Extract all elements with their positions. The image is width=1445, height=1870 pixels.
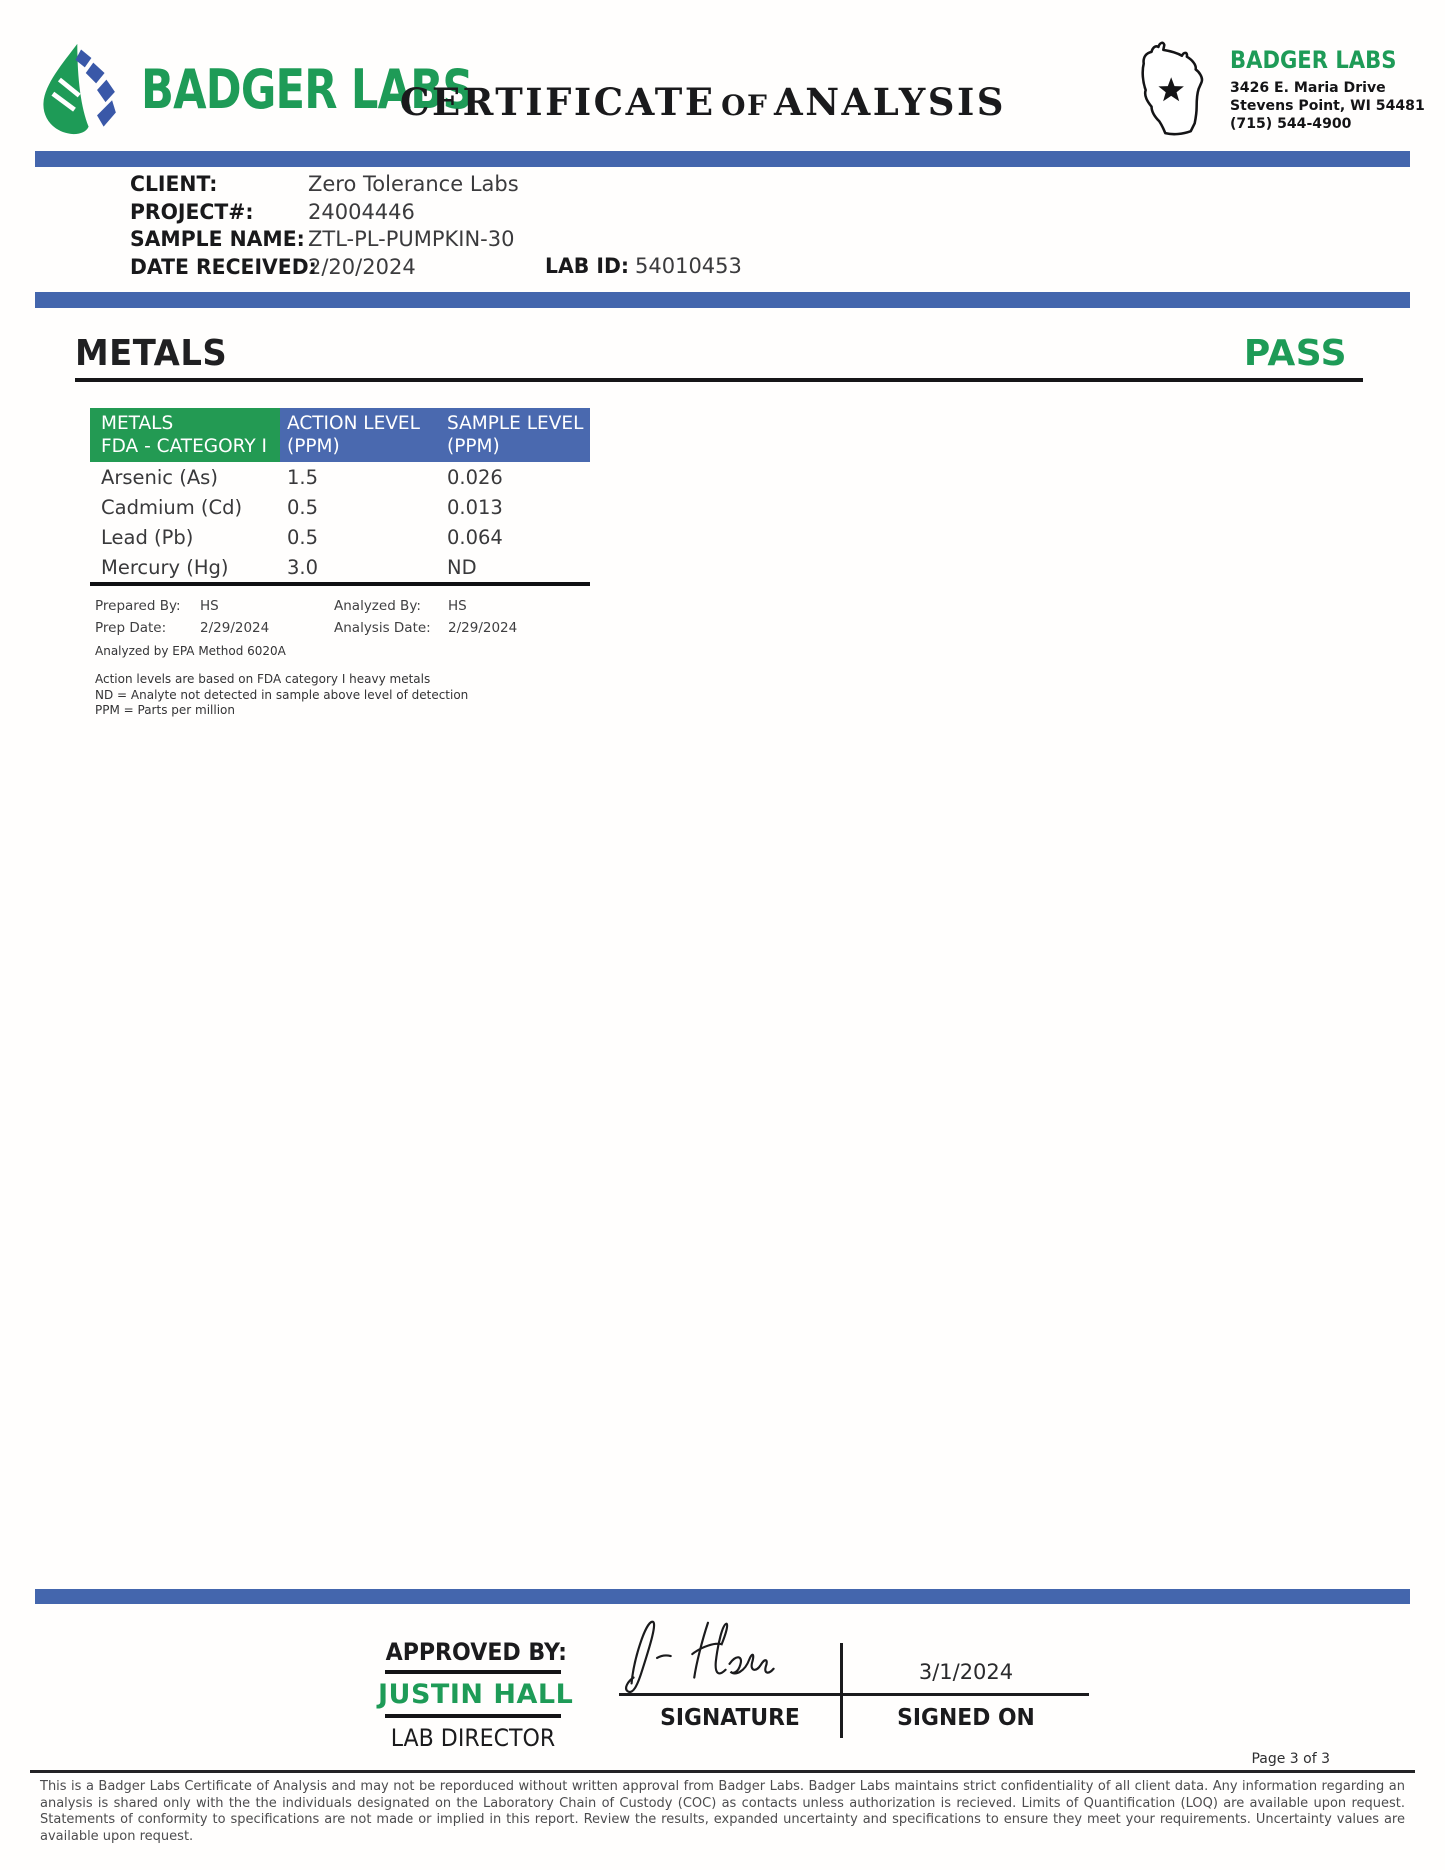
dates-row [95, 620, 695, 642]
lab-address-line1: 3426 E. Maria Drive [1230, 80, 1386, 96]
client-value: Zero Tolerance Labs [308, 172, 519, 196]
table-row-arsenic [90, 462, 590, 492]
title-part1: CERTIFICATE [400, 80, 716, 124]
sample-level-value: 0.026 [447, 465, 503, 489]
client-label: CLIENT: [130, 172, 218, 196]
footer-rule [30, 1770, 1415, 1773]
divider-bar-top [35, 151, 1410, 167]
project-label: PROJECT#: [130, 199, 254, 224]
approver-title: LAB DIRECTOR [390, 1724, 556, 1752]
action-level-value: 0.5 [287, 525, 319, 549]
lab-name: BADGER LABS [1230, 46, 1397, 74]
sample-name-row [130, 227, 519, 255]
action-level-value: 3.0 [287, 555, 319, 579]
header-sample-level: SAMPLE LEVEL (PPM) [447, 408, 590, 462]
pass-status-badge: PASS [1243, 333, 1347, 374]
prep-date-value: 2/29/2024 [200, 620, 270, 636]
date-received-label: DATE RECEIVED: [130, 254, 317, 279]
document-title [400, 80, 1007, 124]
footnote-action-levels: Action levels are based on FDA category I heavy metals [95, 672, 431, 686]
title-of: OF [721, 89, 769, 122]
sample-info-block [130, 172, 742, 282]
prepared-analyzed-row [95, 598, 695, 620]
signed-on-label: SIGNED ON [897, 1705, 1035, 1731]
prep-date-label: Prep Date: [95, 620, 167, 636]
signed-on-date: 3/1/2024 [918, 1660, 1014, 1684]
lab-phone: (715) 544-4900 [1230, 116, 1352, 132]
project-value: 24004446 [308, 199, 415, 224]
analysis-date-label: Analysis Date: [334, 620, 431, 636]
table-row-lead [90, 522, 590, 552]
analyzed-by-label: Analyzed By: [334, 598, 421, 614]
disclaimer-text: This is a Badger Labs Certificate of Analysis and may not be reporduced without written approval from Badger Labs. Badger Labs maintains strict confidentiality of all client data. Any information regarding an analysis is shared only with the the individuals designated on the Laboratory Chain of Custody (COC) as contacts unless authorization is recieved. Limits of Quantification (LOQ) are available upon request. Statements of conformity to specifications are not made or implied in this report. Review the results, expanded uncertainty and specifications to ensure they meet your requirements. Uncertainty values are available upon request. [40, 1779, 1405, 1844]
wisconsin-state-icon [1130, 38, 1228, 146]
approval-rule-bottom [385, 1714, 561, 1718]
approval-block [378, 1638, 574, 1752]
signature-divider [840, 1643, 843, 1738]
method-note: Analyzed by EPA Method 6020A [95, 644, 286, 658]
date-received-value: 2/20/2024 [308, 254, 416, 279]
footnote-ppm: PPM = Parts per million [95, 703, 235, 717]
date-received-row [130, 255, 519, 283]
table-row-mercury [90, 552, 590, 582]
lab-address-block [1230, 46, 1430, 133]
action-level-value: 0.5 [287, 495, 319, 519]
project-row [130, 200, 519, 228]
analyte-name: Arsenic (As) [101, 465, 218, 489]
metals-section-title: METALS [75, 333, 228, 374]
signature-icon [612, 1612, 847, 1702]
header-metals-category: METALS FDA - CATEGORY I [90, 408, 280, 462]
analyzed-by-value: HS [448, 598, 467, 614]
analyte-name: Lead (Pb) [101, 525, 194, 549]
lab-id-value: 54010453 [635, 254, 742, 278]
analysis-date-value: 2/29/2024 [448, 620, 518, 636]
footnotes-block [95, 672, 468, 719]
logo-wordmark: BADGER LABS [141, 57, 473, 121]
page-number: Page 3 of 3 [1251, 1751, 1330, 1767]
sample-level-value: ND [447, 555, 477, 579]
prepared-by-label: Prepared By: [95, 598, 181, 614]
header-action-level: ACTION LEVEL (PPM) [280, 408, 447, 462]
approval-rule-top [385, 1670, 561, 1674]
prepared-by-value: HS [200, 598, 219, 614]
approved-by-label: APPROVED BY: [385, 1638, 567, 1666]
analyte-name: Mercury (Hg) [101, 555, 229, 579]
sample-name-value: ZTL-PL-PUMPKIN-30 [308, 227, 515, 251]
lab-id-row [545, 254, 742, 278]
approver-name: JUSTIN HALL [378, 1679, 574, 1710]
section-underline [75, 378, 1363, 382]
signature-line [619, 1693, 1089, 1696]
metals-table [90, 408, 590, 586]
sample-name-label: SAMPLE NAME: [130, 227, 305, 251]
metals-table-header [90, 408, 590, 462]
sample-level-value: 0.013 [447, 495, 503, 519]
footnote-nd: ND = Analyte not detected in sample above level of detection [95, 687, 469, 702]
divider-bar-footer [35, 1589, 1410, 1604]
title-part2: ANALYSIS [773, 80, 1007, 124]
analyte-name: Cadmium (Cd) [101, 495, 243, 519]
sample-level-value: 0.064 [447, 525, 503, 549]
signature-label: SIGNATURE [660, 1705, 800, 1731]
table-row-cadmium [90, 492, 590, 522]
analysis-meta-block [95, 598, 695, 658]
action-level-value: 1.5 [287, 465, 319, 489]
droplet-leaf-icon [33, 42, 131, 136]
divider-bar-info [35, 292, 1410, 308]
client-row [130, 172, 519, 200]
lab-id-label: LAB ID: [545, 254, 630, 278]
lab-address-line2: Stevens Point, WI 54481 [1230, 98, 1425, 114]
